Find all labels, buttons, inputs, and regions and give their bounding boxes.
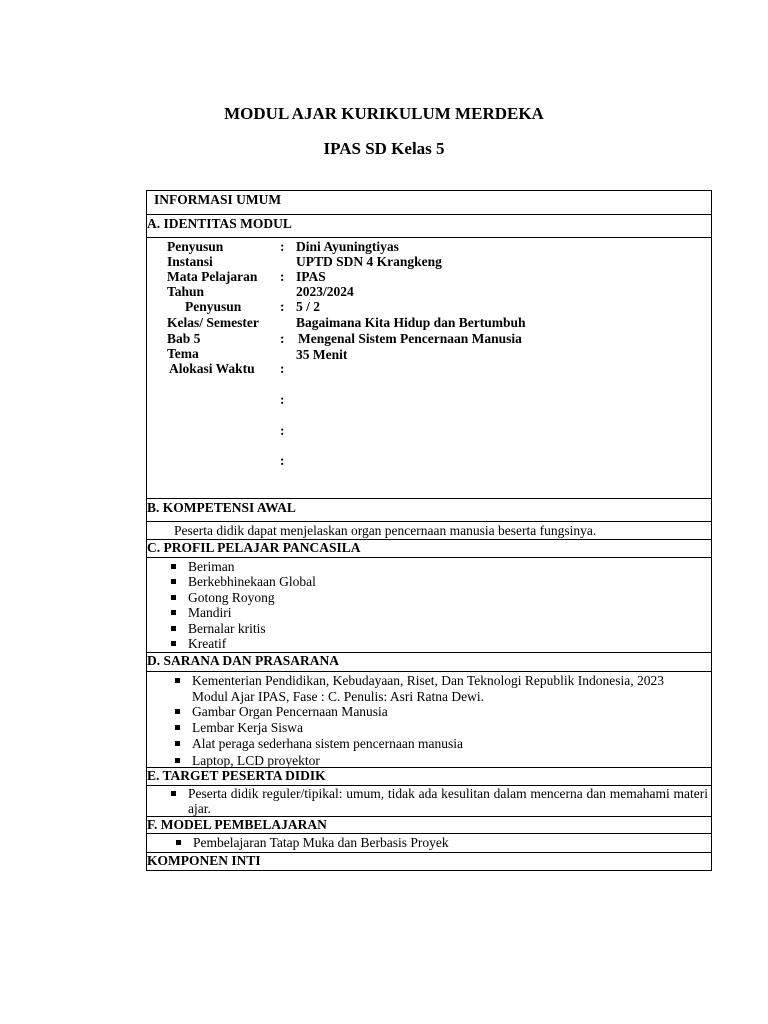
model-body — [147, 833, 711, 852]
colon: : — [280, 361, 285, 376]
kompetensi-text: Peserta didik dapat menjelaskan organ pencernaan manusia beserta fungsinya. — [174, 523, 597, 538]
kompetensi-body — [147, 521, 711, 539]
document-subtitle: IPAS SD Kelas 5 — [323, 139, 445, 158]
list-item: Beriman — [147, 559, 711, 574]
section-profil — [147, 539, 711, 557]
colon: : — [280, 392, 285, 407]
document-title: MODUL AJAR KURIKULUM MERDEKA — [224, 104, 544, 123]
list-item: Mandiri — [147, 605, 711, 620]
label-tahun: Tahun — [167, 284, 205, 299]
section-identitas — [147, 214, 711, 237]
list-item: Berkebhinekaan Global — [147, 574, 711, 589]
section-kompetensi — [147, 498, 711, 521]
label-penyusun-2: Penyusun — [185, 299, 242, 314]
list-item: Gotong Royong — [147, 590, 711, 605]
section-komponen-inti-label: KOMPONEN INTI — [147, 853, 261, 868]
target-body — [147, 785, 711, 816]
value-penyusun: Dini Ayuningtiyas — [296, 239, 399, 254]
sarana-list — [147, 673, 711, 768]
value-kelas-semester: 5 / 2 — [296, 299, 321, 314]
colon: : — [280, 453, 285, 468]
label-penyusun: Penyusun — [167, 239, 224, 254]
list-item: Lembar Kerja Siswa — [147, 720, 711, 737]
colon: : — [280, 269, 285, 284]
label-instansi: Instansi — [167, 254, 213, 269]
section-identitas-label: A. IDENTITAS MODUL — [147, 216, 292, 231]
value-mata-pelajaran: IPAS — [296, 269, 326, 284]
label-alokasi-waktu: Alokasi Waktu — [169, 361, 255, 376]
colon: : — [280, 423, 285, 438]
list-item: Gambar Organ Pencernaan Manusia — [147, 704, 711, 720]
value-bab: Bagaimana Kita Hidup dan Bertumbuh — [296, 315, 526, 330]
section-informasi-umum — [147, 191, 711, 214]
value-alokasi-waktu: 35 Menit — [296, 347, 348, 362]
profil-list — [147, 559, 711, 651]
section-target — [147, 767, 711, 785]
value-tahun: 2023/2024 — [296, 284, 354, 299]
target-list — [147, 786, 708, 817]
list-item: Alat peraga sederhana sistem pencernaan manusia — [147, 736, 711, 753]
label-kelas-semester: Kelas/ Semester — [167, 315, 259, 330]
list-item: Pembelajaran Tatap Muka dan Berbasis Proyek — [147, 835, 711, 850]
section-sarana — [147, 652, 711, 671]
list-item: Bernalar kritis — [147, 621, 711, 636]
colon: : — [280, 331, 285, 346]
section-informasi-umum-label: INFORMASI UMUM — [154, 192, 282, 207]
section-kompetensi-label: B. KOMPETENSI AWAL — [147, 500, 296, 515]
section-model-label: F. MODEL PEMBELAJARAN — [147, 817, 327, 832]
list-item: Kreatif — [147, 636, 711, 651]
label-mata-pelajaran: Mata Pelajaran — [167, 269, 258, 284]
value-instansi: UPTD SDN 4 Krangkeng — [296, 254, 442, 269]
colon: : — [280, 299, 285, 314]
identitas-body — [147, 237, 711, 498]
list-item: Laptop, LCD proyektor — [147, 753, 711, 769]
section-profil-label: C. PROFIL PELAJAR PANCASILA — [147, 540, 361, 555]
list-item: Peserta didik reguler/tipikal: umum, tidak ada kesulitan dalam mencerna dan memahami materi ajar. — [147, 786, 708, 817]
value-tema: Mengenal Sistem Pencernaan Manusia — [298, 331, 522, 346]
colon: : — [280, 239, 285, 254]
section-target-label: E. TARGET PESERTA DIDIK — [147, 768, 326, 783]
section-model — [147, 816, 711, 833]
model-list — [147, 835, 711, 850]
section-komponen-inti — [147, 852, 711, 871]
info-table — [146, 190, 712, 871]
sarana-body — [147, 671, 711, 767]
section-sarana-label: D. SARANA DAN PRASARANA — [147, 653, 340, 668]
list-item: Kementerian Pendidikan, Kebudayaan, Riset, Dan Teknologi Republik Indonesia, 2023 Modul Ajar IPAS, Fase : C. Penulis: Asri Ratna Dewi. — [147, 673, 711, 704]
label-bab: Bab 5 — [167, 331, 201, 346]
label-tema: Tema — [167, 346, 199, 361]
profil-body — [147, 557, 711, 652]
